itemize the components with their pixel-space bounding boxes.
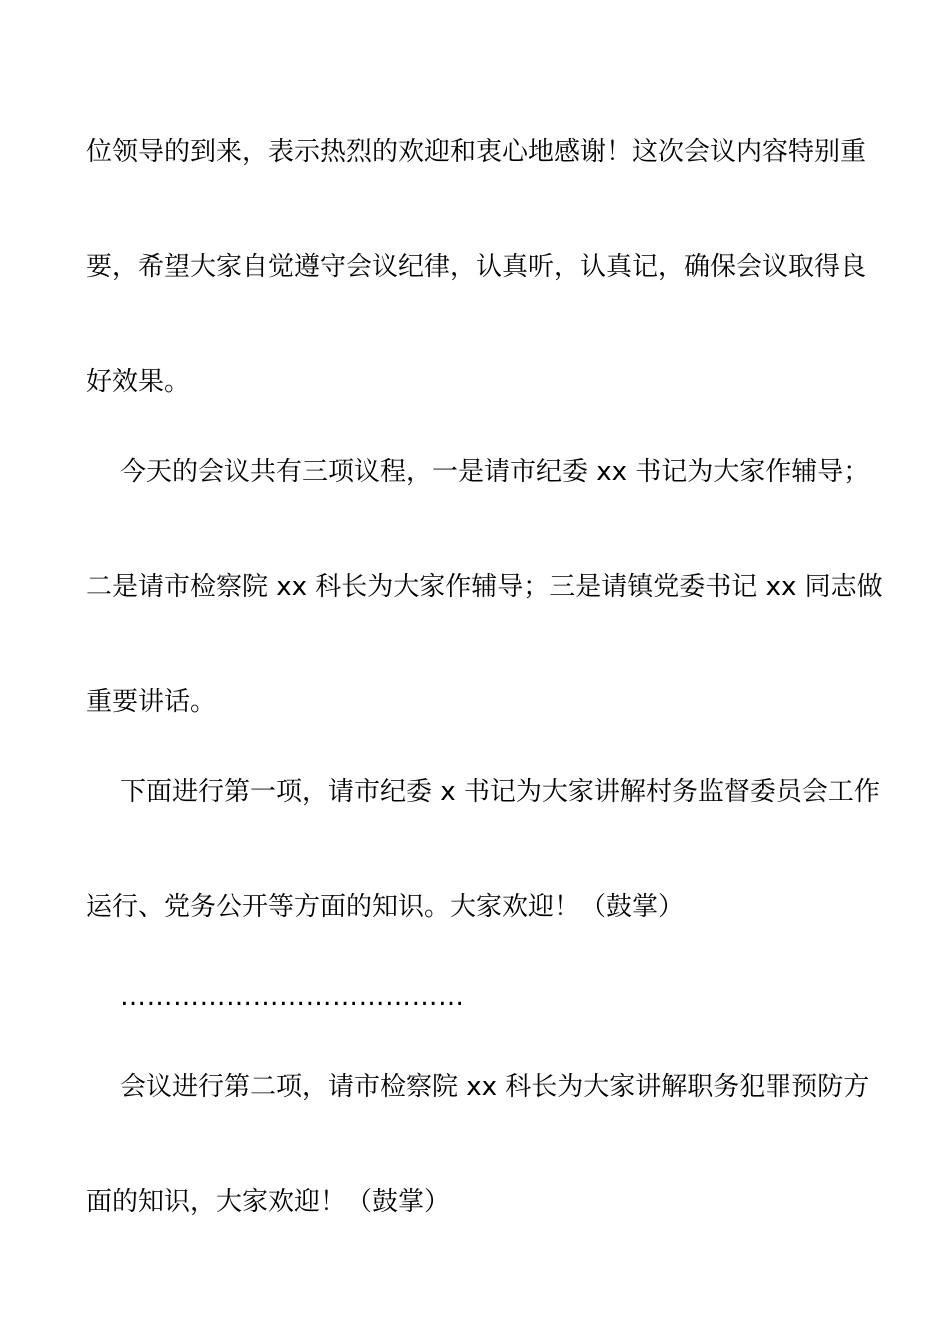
paragraph-line: 要，希望大家自觉遵守会议纪律，认真听，认真记，确保会议取得良 xyxy=(86,252,867,282)
paragraph-line: 今天的会议共有三项议程，一是请市纪委 xx 书记为大家作辅导； xyxy=(120,457,870,487)
paragraph-line: 位领导的到来，表示热烈的欢迎和衷心地感谢！这次会议内容特别重 xyxy=(86,137,867,167)
ellipsis-separator: ………………………………… xyxy=(120,982,465,1012)
paragraph-line: 二是请市检察院 xx 科长为大家作辅导；三是请镇党委书记 xx 同志做 xyxy=(86,572,883,602)
paragraph-line: 运行、党务公开等方面的知识。大家欢迎！（鼓掌） xyxy=(86,892,685,922)
paragraph-line: 重要讲话。 xyxy=(86,687,217,717)
paragraph-line: 好效果。 xyxy=(86,367,191,397)
paragraph-line: 会议进行第二项，请市检察院 xx 科长为大家讲解职务犯罪预防方 xyxy=(120,1072,870,1102)
paragraph-line: 面的知识，大家欢迎！（鼓掌） xyxy=(86,1187,451,1217)
paragraph-line: 下面进行第一项，请市纪委 x 书记为大家讲解村务监督委员会工作 xyxy=(120,777,880,807)
